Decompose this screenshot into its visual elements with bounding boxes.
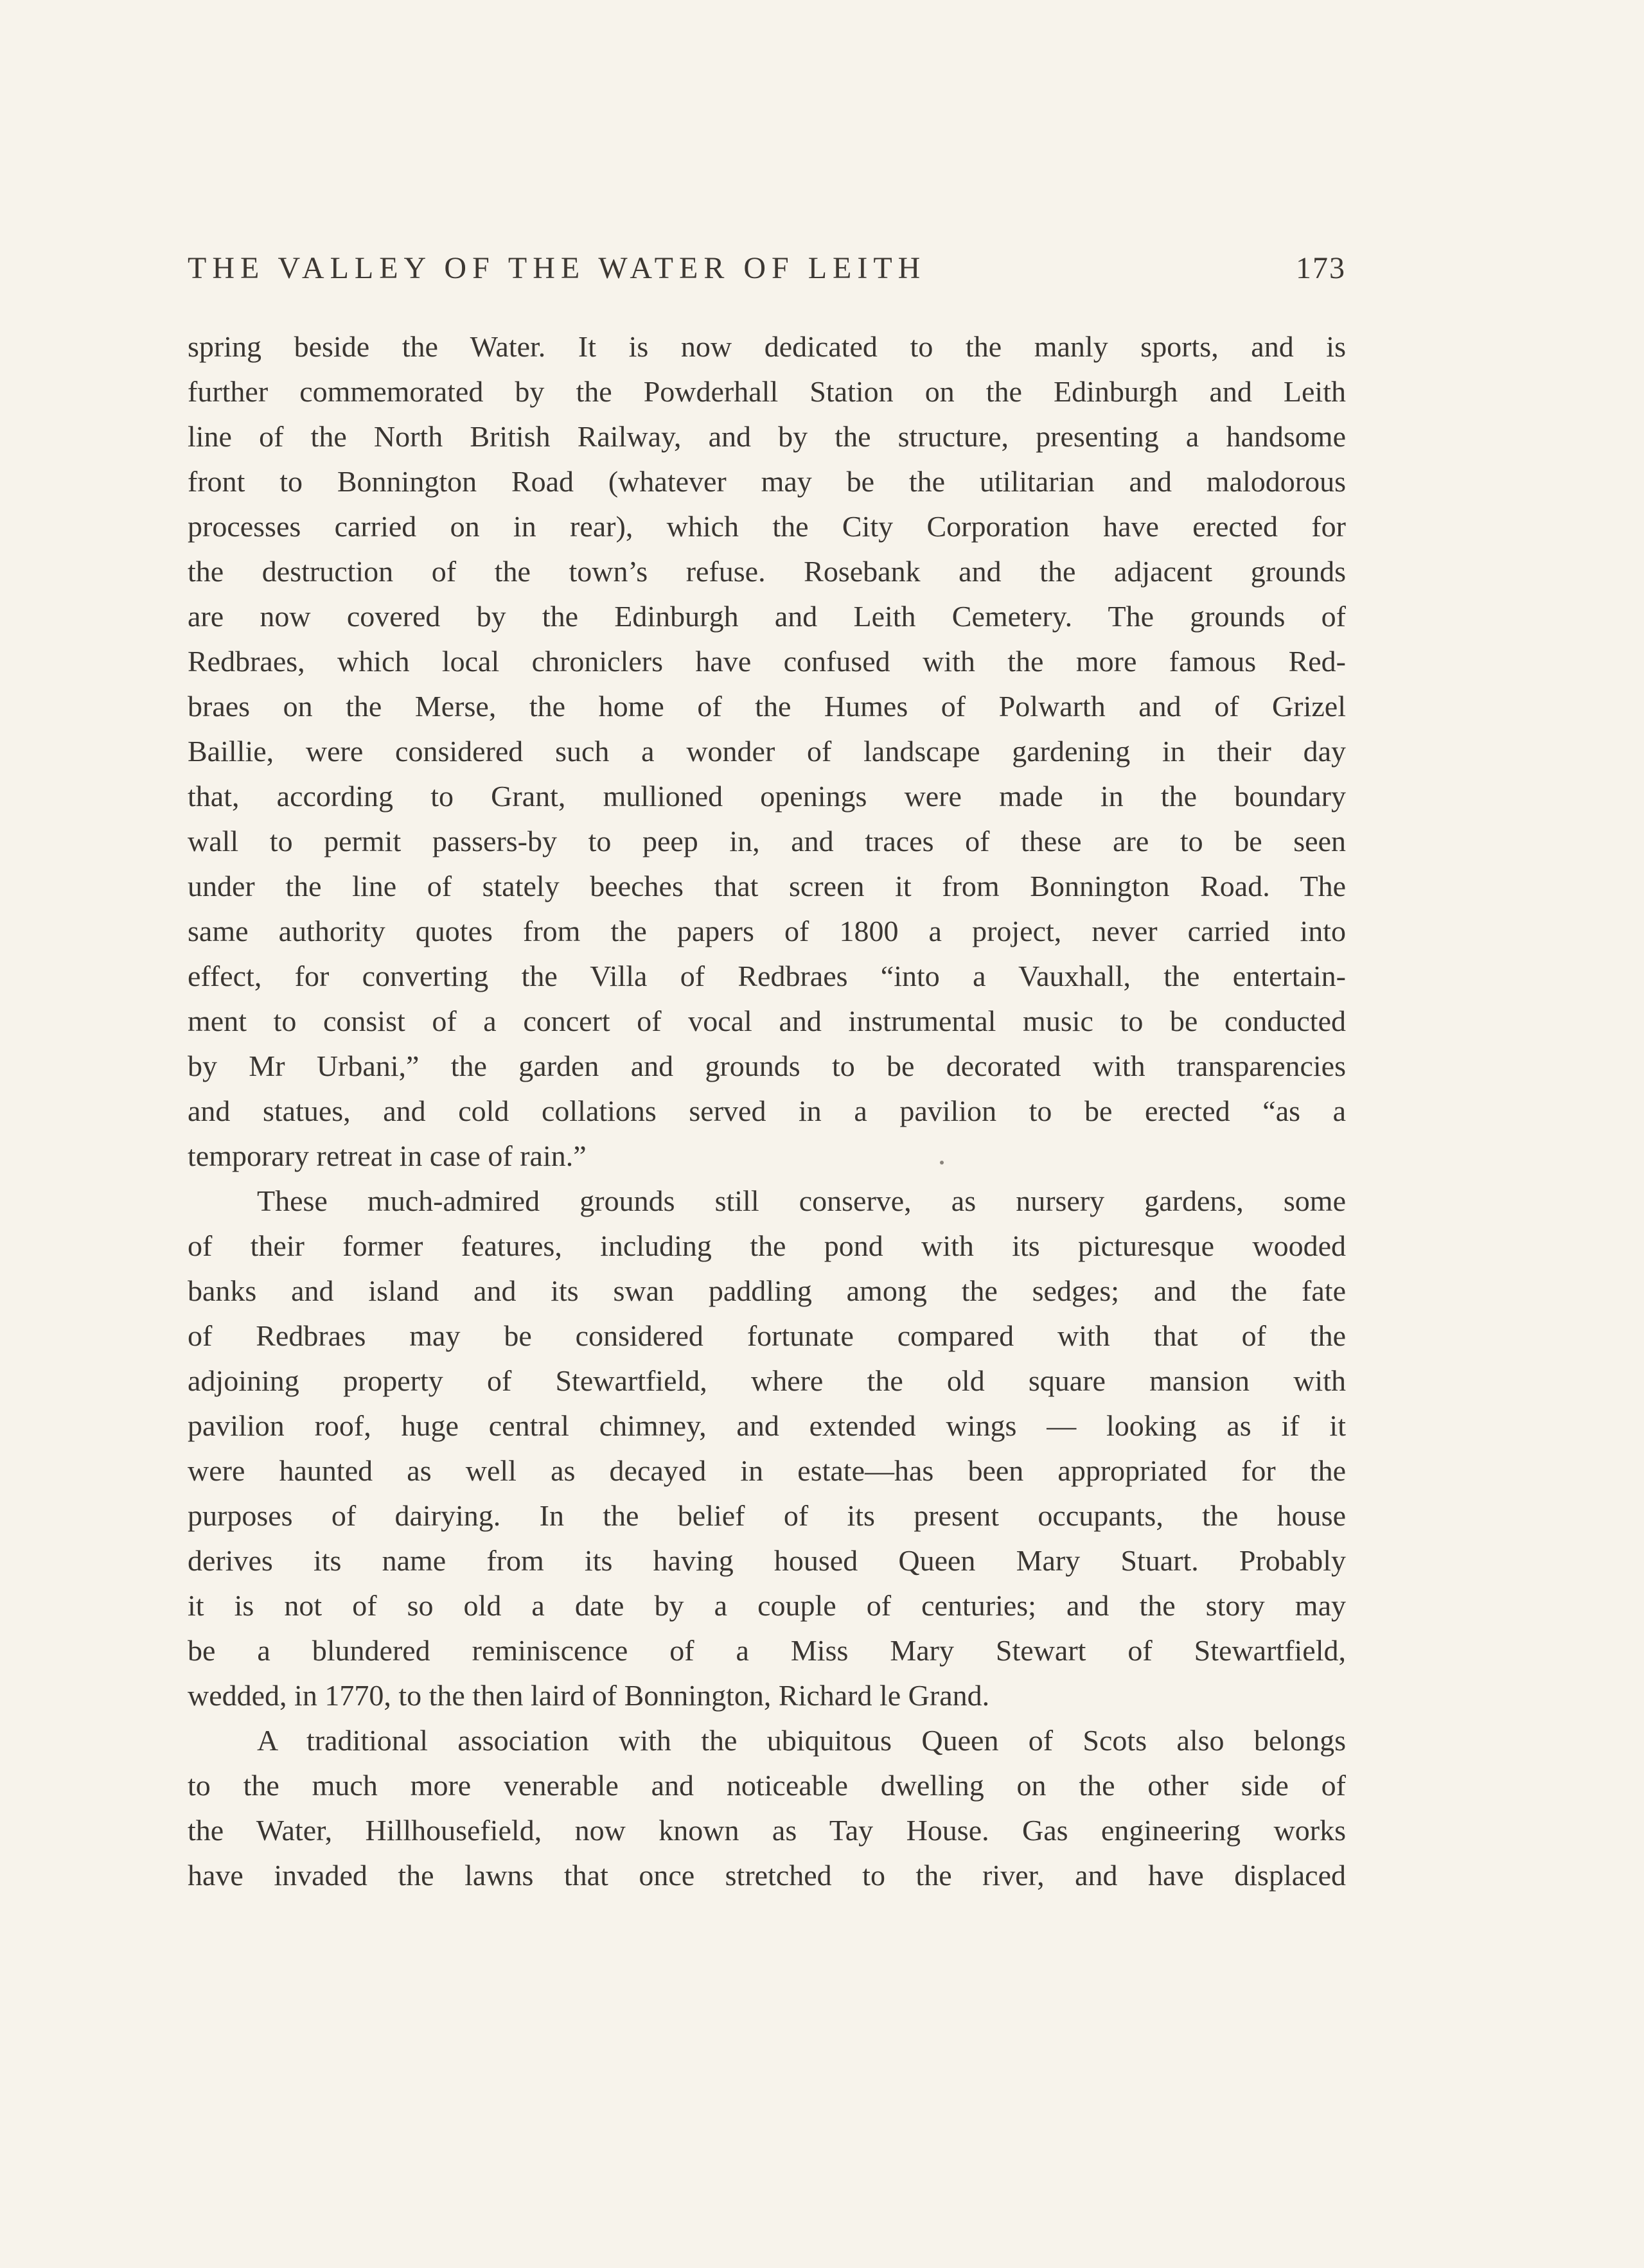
text-line: of Redbraes may be considered fortunate compared with that of the [188,1319,1346,1352]
text-line: wall to permit passers-by to peep in, and traces of these are to be seen [188,825,1346,857]
page-number: 173 [1296,251,1346,285]
text-line: effect, for converting the Villa of Redbraes “into a Vauxhall, the entertain- [188,960,1346,992]
text-line: to the much more venerable and noticeable dwelling on the other side of [188,1769,1346,1802]
text-line: are now covered by the Edinburgh and Leith Cemetery. The grounds of [188,600,1346,633]
text-line: banks and island and its swan paddling among the sedges; and the fate [188,1274,1346,1307]
text-line: Baillie, were considered such a wonder of landscape gardening in their day [188,735,1346,768]
text-line: it is not of so old a date by a couple of centuries; and the story may [188,1589,1346,1622]
text-line: These much-admired grounds still conserve, as nursery gardens, some [257,1184,1346,1217]
text-line: that, according to Grant, mullioned openings were made in the boundary [188,780,1346,813]
running-title: THE VALLEY OF THE WATER OF LEITH [188,251,926,285]
text-line: line of the North British Railway, and by the structure, presenting a handsome [188,420,1346,453]
text-line: further commemorated by the Powderhall Station on the Edinburgh and Leith [188,375,1346,408]
text-line: be a blundered reminiscence of a Miss Mary Stewart of Stewartfield, [188,1634,1346,1667]
text-line: adjoining property of Stewartfield, where the old square mansion with [188,1364,1346,1397]
text-line: same authority quotes from the papers of 1800 a project, never carried into [188,915,1346,947]
text-line: and statues, and cold collations served in a pavilion to be erected “as a [188,1094,1346,1127]
text-line: front to Bonnington Road (whatever may be the utilitarian and malodorous [188,465,1346,498]
text-line: pavilion roof, huge central chimney, and extended wings — looking as if it [188,1409,1346,1442]
text-line: the Water, Hillhousefield, now known as Tay House. Gas engineering works [188,1814,1346,1847]
text-line: derives its name from its having housed Queen Mary Stuart. Probably [188,1544,1346,1577]
text-line: wedded, in 1770, to the then laird of Bonnington, Richard le Grand. [188,1679,990,1712]
text-line: purposes of dairying. In the belief of its present occupants, the house [188,1499,1346,1532]
text-line: braes on the Merse, the home of the Humes of Polwarth and of Grizel [188,690,1346,723]
text-line: ment to consist of a concert of vocal and instrumental music to be conducted [188,1005,1346,1037]
text-line: spring beside the Water. It is now dedicated to the manly sports, and is [188,330,1346,363]
text-line: A traditional association with the ubiquitous Queen of Scots also belongs [257,1724,1346,1757]
text-line: have invaded the lawns that once stretched to the river, and have displaced [188,1859,1346,1892]
body-text [188,324,1346,1898]
text-line: temporary retreat in case of rain.” [188,1139,587,1172]
text-line: under the line of stately beeches that screen it from Bonnington Road. The [188,870,1346,902]
text-line: processes carried on in rear), which the City Corporation have erected for [188,510,1346,543]
ink-speck [940,1161,944,1165]
text-line: of their former features, including the pond with its picturesque wooded [188,1229,1346,1262]
text-line: were haunted as well as decayed in estate—has been appropriated for the [188,1454,1346,1487]
text-line: Redbraes, which local chroniclers have confused with the more famous Red- [188,645,1346,678]
text-line: by Mr Urbani,” the garden and grounds to be decorated with transparencies [188,1050,1346,1082]
running-head [188,251,1346,295]
text-line: the destruction of the town’s refuse. Rosebank and the adjacent grounds [188,555,1346,588]
